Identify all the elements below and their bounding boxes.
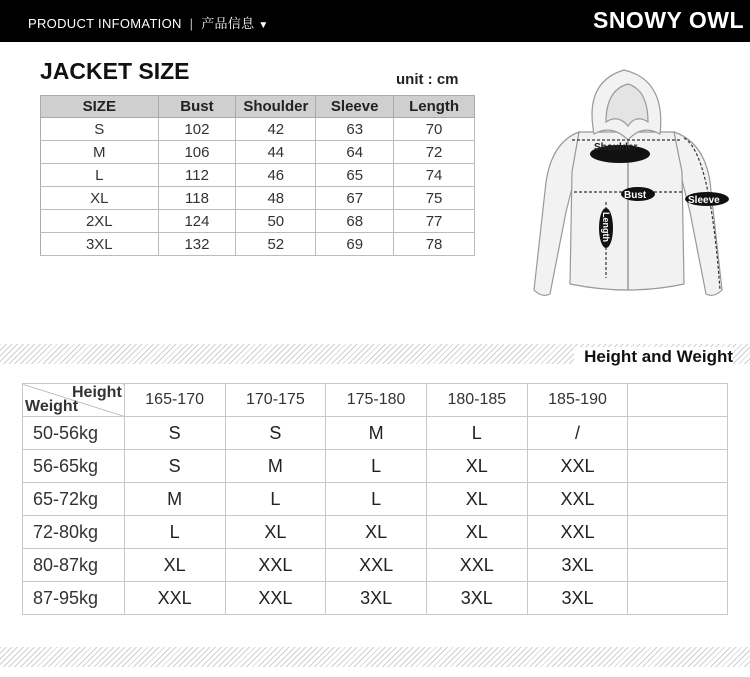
size-cell: 69 — [316, 233, 394, 256]
size-table-header — [41, 96, 475, 118]
size-cell: 77 — [394, 210, 475, 233]
size-cell: 112 — [158, 164, 236, 187]
size-cell: 68 — [316, 210, 394, 233]
size-cell: 42 — [236, 118, 316, 141]
info-en: PRODUCT INFOMATION — [28, 16, 182, 31]
size-cell: L — [41, 164, 159, 187]
size-recommendation-cell: XXL — [426, 549, 527, 582]
size-recommendation-cell — [628, 483, 728, 516]
height-header-cell — [628, 384, 728, 417]
size-recommendation-cell: M — [124, 483, 225, 516]
size-recommendation-cell: XL — [426, 483, 527, 516]
size-recommendation-cell: L — [225, 483, 326, 516]
jacket-diagram — [524, 62, 734, 302]
hw-row — [23, 516, 728, 549]
size-cell: 48 — [236, 187, 316, 210]
size-cell: 65 — [316, 164, 394, 187]
size-cell: 78 — [394, 233, 475, 256]
col-bust: Bust — [158, 96, 236, 118]
hw-row — [23, 582, 728, 615]
size-recommendation-cell: S — [124, 450, 225, 483]
size-cell: 132 — [158, 233, 236, 256]
size-cell: 72 — [394, 141, 475, 164]
corner-weight-label: Weight — [25, 398, 79, 415]
diagram-shoulder-label: Shoulder — [594, 142, 638, 153]
height-weight-title: Height and Weight — [574, 347, 733, 367]
weight-label-cell: 72-80kg — [23, 516, 125, 549]
hw-header-row — [23, 384, 728, 417]
height-weight-table — [22, 383, 728, 615]
size-recommendation-cell: XL — [426, 450, 527, 483]
info-separator: | — [189, 16, 194, 31]
size-cell: 44 — [236, 141, 316, 164]
size-row — [41, 210, 475, 233]
size-recommendation-cell: 3XL — [426, 582, 527, 615]
size-recommendation-cell — [628, 582, 728, 615]
size-recommendation-cell: XXL — [326, 549, 427, 582]
size-recommendation-cell — [628, 516, 728, 549]
size-cell: 75 — [394, 187, 475, 210]
unit-label: unit : cm — [396, 71, 459, 88]
size-recommendation-cell: M — [326, 417, 427, 450]
weight-label-cell: 80-87kg — [23, 549, 125, 582]
size-cell: XL — [41, 187, 159, 210]
height-header-cell: 170-175 — [225, 384, 326, 417]
size-cell: 70 — [394, 118, 475, 141]
size-cell: 50 — [236, 210, 316, 233]
col-shoulder: Shoulder — [236, 96, 316, 118]
size-cell: 46 — [236, 164, 316, 187]
size-cell: 2XL — [41, 210, 159, 233]
size-recommendation-cell: S — [124, 417, 225, 450]
size-recommendation-cell: S — [225, 417, 326, 450]
size-cell: 3XL — [41, 233, 159, 256]
size-recommendation-cell: 3XL — [527, 582, 628, 615]
info-cn: 产品信息 — [201, 16, 255, 31]
size-recommendation-cell: XXL — [124, 582, 225, 615]
weight-label-cell: 87-95kg — [23, 582, 125, 615]
size-recommendation-cell — [628, 450, 728, 483]
product-info-label — [28, 13, 269, 32]
size-cell: 67 — [316, 187, 394, 210]
size-cell: 63 — [316, 118, 394, 141]
size-recommendation-cell: XXL — [527, 483, 628, 516]
height-header-cell: 180-185 — [426, 384, 527, 417]
size-recommendation-cell: XL — [124, 549, 225, 582]
size-recommendation-cell: XXL — [225, 582, 326, 615]
size-recommendation-cell: / — [527, 417, 628, 450]
size-recommendation-cell: XXL — [527, 450, 628, 483]
size-recommendation-cell: M — [225, 450, 326, 483]
weight-label-cell: 65-72kg — [23, 483, 125, 516]
size-cell: 52 — [236, 233, 316, 256]
size-recommendation-cell: XL — [426, 516, 527, 549]
size-row — [41, 141, 475, 164]
size-recommendation-cell: L — [124, 516, 225, 549]
diagram-sleeve-label: Sleeve — [688, 195, 720, 206]
divider-stripe-bottom — [0, 647, 750, 667]
diagram-bust-label: Bust — [624, 190, 647, 201]
jacket-size-title: JACKET SIZE — [40, 58, 190, 84]
brand-name: SNOWY OWL — [592, 7, 744, 33]
hw-row — [23, 549, 728, 582]
size-cell: 118 — [158, 187, 236, 210]
size-cell: 124 — [158, 210, 236, 233]
col-length: Length — [394, 96, 475, 118]
height-header-cell: 165-170 — [124, 384, 225, 417]
col-sleeve: Sleeve — [316, 96, 394, 118]
size-cell: 64 — [316, 141, 394, 164]
triangle-down-icon: ▼ — [258, 20, 269, 31]
size-row — [41, 187, 475, 210]
hw-row — [23, 417, 728, 450]
weight-label-cell: 50-56kg — [23, 417, 125, 450]
size-cell: 106 — [158, 141, 236, 164]
size-recommendation-cell: XXL — [225, 549, 326, 582]
size-cell: 102 — [158, 118, 236, 141]
size-recommendation-cell: 3XL — [326, 582, 427, 615]
size-recommendation-cell: L — [326, 450, 427, 483]
jacket-size-table — [40, 95, 475, 256]
size-recommendation-cell: L — [426, 417, 527, 450]
weight-label-cell: 56-65kg — [23, 450, 125, 483]
height-header-cell: 185-190 — [527, 384, 628, 417]
size-cell: S — [41, 118, 159, 141]
size-recommendation-cell: 3XL — [527, 549, 628, 582]
size-recommendation-cell: XL — [225, 516, 326, 549]
hw-row — [23, 483, 728, 516]
size-recommendation-cell: XXL — [527, 516, 628, 549]
size-recommendation-cell — [628, 549, 728, 582]
height-header-cell: 175-180 — [326, 384, 427, 417]
size-row — [41, 233, 475, 256]
size-cell: 74 — [394, 164, 475, 187]
size-recommendation-cell: XL — [326, 516, 427, 549]
hw-corner-cell — [23, 384, 125, 417]
header-bar — [0, 0, 750, 42]
size-recommendation-cell: L — [326, 483, 427, 516]
size-row — [41, 118, 475, 141]
size-recommendation-cell — [628, 417, 728, 450]
col-size: SIZE — [41, 96, 159, 118]
size-row — [41, 164, 475, 187]
size-cell: M — [41, 141, 159, 164]
diagram-length-label: Length — [601, 212, 611, 242]
hw-row — [23, 450, 728, 483]
corner-height-label: Height — [72, 384, 122, 401]
